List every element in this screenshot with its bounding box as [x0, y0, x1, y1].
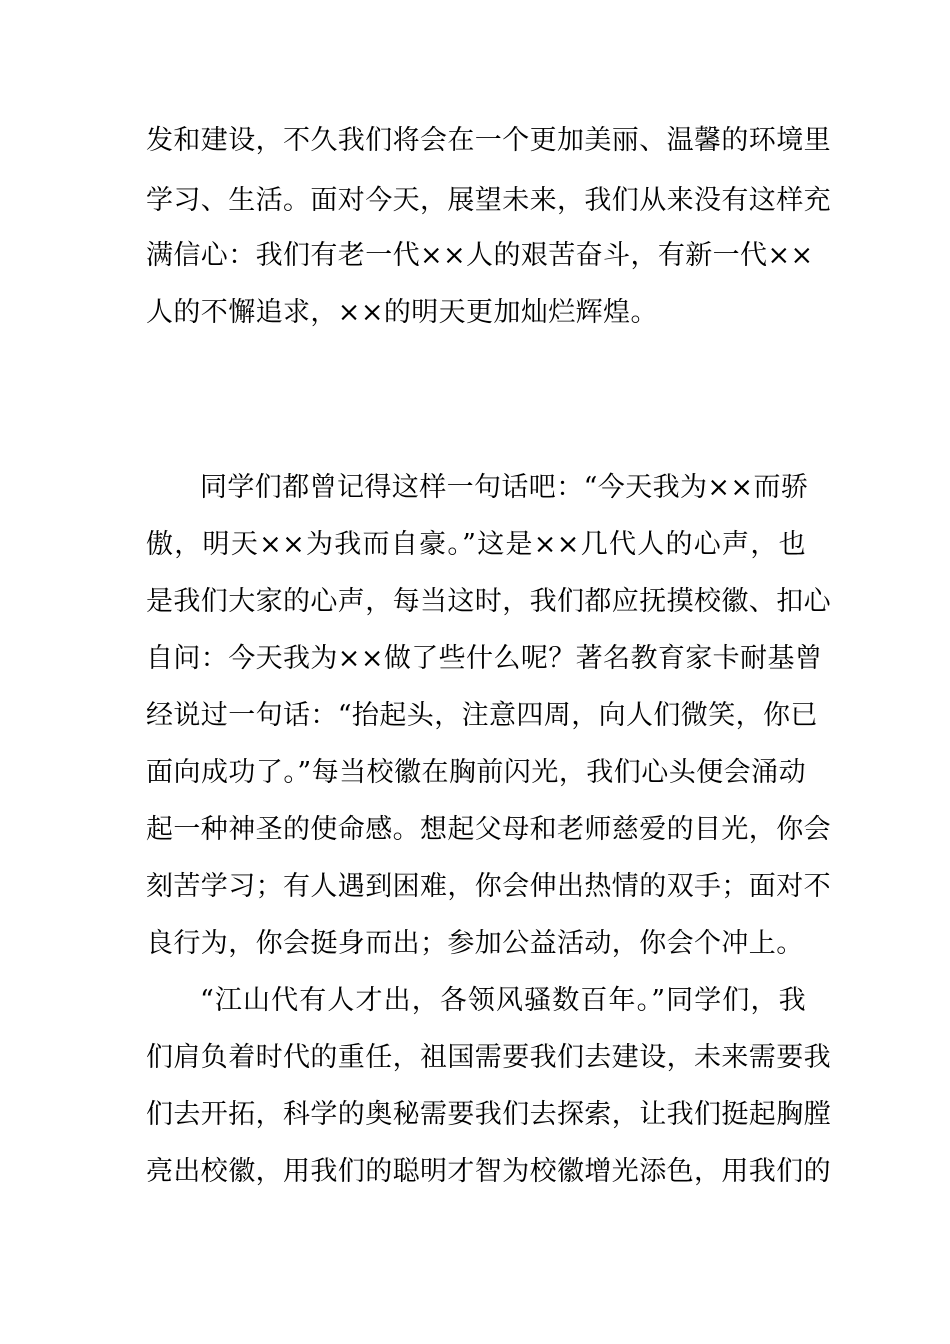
- paragraph-line: 同学们都曾记得这样一句话吧：“今天我为××而骄: [200, 472, 809, 503]
- paragraph-line: 起一种神圣的使命感。想起父母和老师慈爱的目光，你会: [146, 814, 831, 845]
- paragraph-line: 经说过一句话：“抬起头，注意四周，向人们微笑，你已: [146, 700, 818, 731]
- paragraph-line: 面向成功了。”每当校徽在胸前闪光，我们心头便会涌动: [146, 757, 806, 788]
- paragraph-line: 刻苦学习；有人遇到困难，你会伸出热情的双手；面对不: [146, 871, 831, 902]
- paragraph-line: 自问：今天我为××做了些什么呢？著名教育家卡耐基曾: [146, 643, 823, 674]
- paragraph-line: 良行为，你会挺身而出；参加公益活动，你会个冲上。: [146, 928, 804, 959]
- paragraph-line: 人的不懈追求，××的明天更加灿烂辉煌。: [146, 297, 658, 328]
- paragraph-line: 发和建设，不久我们将会在一个更加美丽、温馨的环境里: [146, 125, 831, 156]
- paragraph-line: 傲，明天××为我而自豪。”这是××几代人的心声，也: [146, 529, 806, 560]
- paragraph-line: 是我们大家的心声，每当这时，我们都应抚摸校徽、扣心: [146, 586, 831, 617]
- paragraph-line: 学习、生活。面对今天，展望未来，我们从来没有这样充: [146, 185, 831, 216]
- paragraph-line: 们去开拓，科学的奥秘需要我们去探索，让我们挺起胸膛: [146, 1099, 831, 1130]
- paragraph-line: “江山代有人才出，各领风骚数百年。”同学们，我: [200, 985, 806, 1016]
- paragraph-line: 满信心：我们有老一代××人的艰苦奋斗，有新一代××: [146, 240, 814, 271]
- paragraph-line: 们肩负着时代的重任，祖国需要我们去建设，未来需要我: [146, 1042, 831, 1073]
- paragraph-line: 亮出校徽，用我们的聪明才智为校徽增光添色，用我们的: [146, 1156, 831, 1187]
